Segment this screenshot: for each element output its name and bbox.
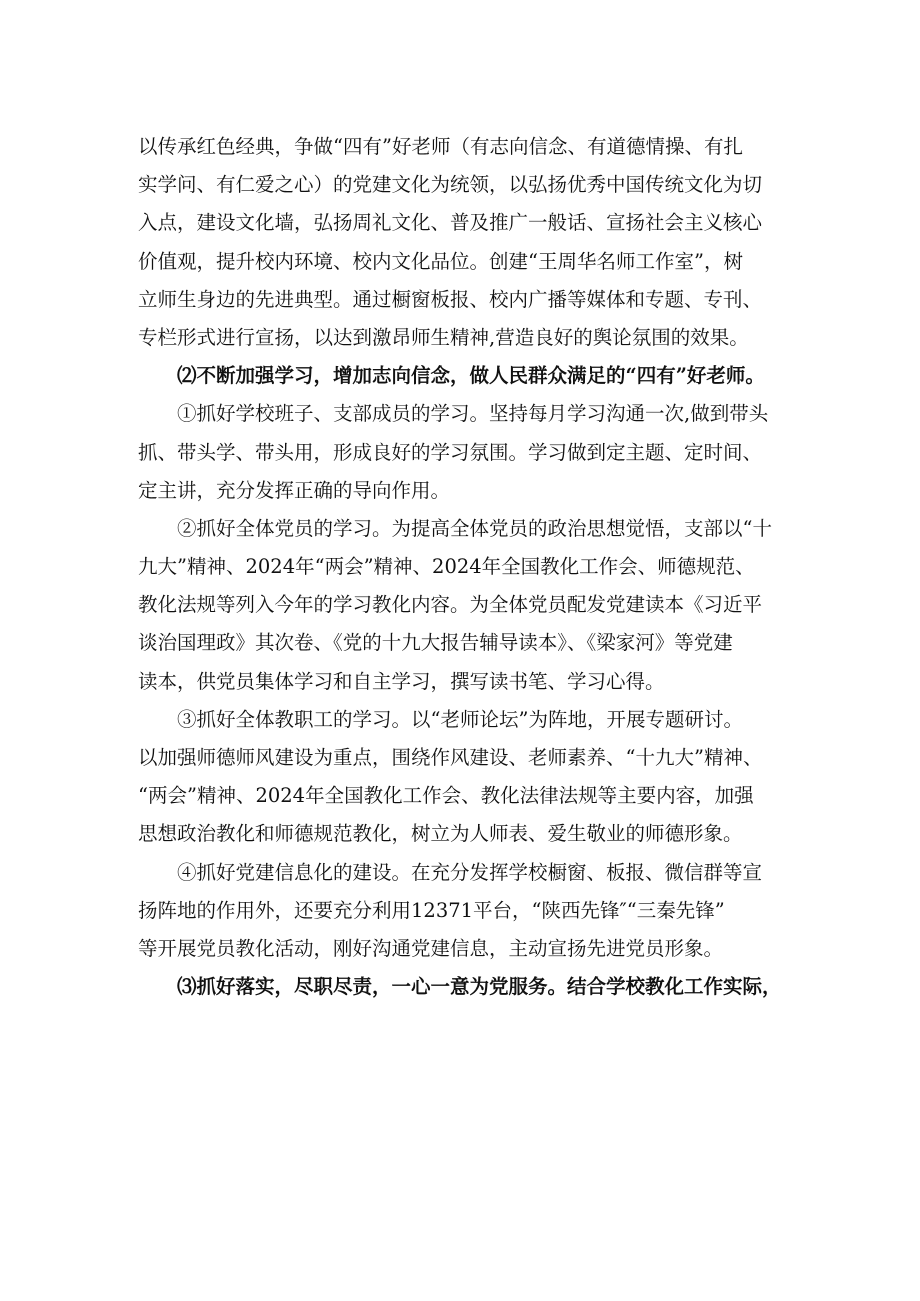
section-heading-line: ⑶抓好落实，尽职尽责，一心一意为党服务。结合学校教化工作实际， bbox=[177, 975, 782, 999]
paragraph-line: ③抓好全体教职工的学习。以“老师论坛”为阵地，开展专题研讨。 bbox=[177, 707, 743, 731]
paragraph-line: ④抓好党建信息化的建设。在充分发挥学校橱窗、板报、微信群等宣 bbox=[177, 860, 763, 884]
document-body bbox=[138, 128, 798, 1006]
paragraph-line: ①抓好学校班子、支部成员的学习。坚持每月学习沟通一次,做到带头 bbox=[177, 402, 769, 426]
paragraph-line: 以传承红色经典，争做“四有”好老师（有志向信念、有道德情操、有扎 bbox=[138, 135, 743, 158]
paragraph-line: 立师生身边的先进典型。通过橱窗板报、校内广播等媒体和专题、专刊、 bbox=[138, 287, 763, 311]
paragraph-line: “两会”精神、2024年全国教化工作会、教化法律法规等主要内容，加强 bbox=[138, 784, 754, 808]
paragraph-line: 抓、带头学、带头用，形成良好的学习氛围。学习做到定主题、定时间、 bbox=[138, 440, 763, 464]
paragraph-line: 专栏形式进行宣扬，以达到激昂师生精神,营造良好的舆论氛围的效果。 bbox=[138, 325, 749, 349]
paragraph-line: ②抓好全体党员的学习。为提高全体党员的政治思想觉悟，支部以“十 bbox=[177, 516, 772, 540]
section-heading-line: ⑵不断加强学习，增加志向信念，做人民群众满足的“四有”好老师。 bbox=[177, 364, 765, 388]
paragraph-line: 以加强师德师风建设为重点，围绕作风建设、老师素养、“十九大”精神、 bbox=[138, 746, 763, 769]
paragraph-line: 实学问、有仁爱之心）的党建文化为统领，以弘扬优秀中国传统文化为切 bbox=[138, 173, 763, 197]
paragraph-line: 谈治国理政》其次卷、《党的十九大报告辅导读本》、《梁家河》等党建 bbox=[138, 631, 733, 655]
paragraph-line: 扬阵地的作用外，还要充分利用12371平台，“陕西先锋″“三秦先锋” bbox=[138, 898, 725, 922]
paragraph-line: 思想政治教化和师德规范教化，树立为人师表、爱生敬业的师德形象。 bbox=[138, 822, 743, 846]
paragraph-line: 等开展党员教化活动，刚好沟通党建信息，主动宣扬先进党员形象。 bbox=[138, 936, 724, 960]
paragraph-line: 价值观，提升校内环境、校内文化品位。创建“王周华名师工作室”，树 bbox=[138, 249, 743, 273]
paragraph-line: 入点，建设文化墙，弘扬周礼文化、普及推广一般话、宣扬社会主义核心 bbox=[138, 211, 763, 235]
paragraph-line: 定主讲，充分发挥正确的导向作用。 bbox=[138, 478, 451, 502]
paragraph-line: 教化法规等列入今年的学习教化内容。为全体党员配发党建读本《习近平 bbox=[138, 593, 763, 617]
paragraph-line: 九大”精神、2024年“两会”精神、2024年全国教化工作会、师德规范、 bbox=[138, 555, 755, 579]
paragraph-line: 读本，供党员集体学习和自主学习，撰写读书笔、学习心得。 bbox=[138, 669, 665, 693]
